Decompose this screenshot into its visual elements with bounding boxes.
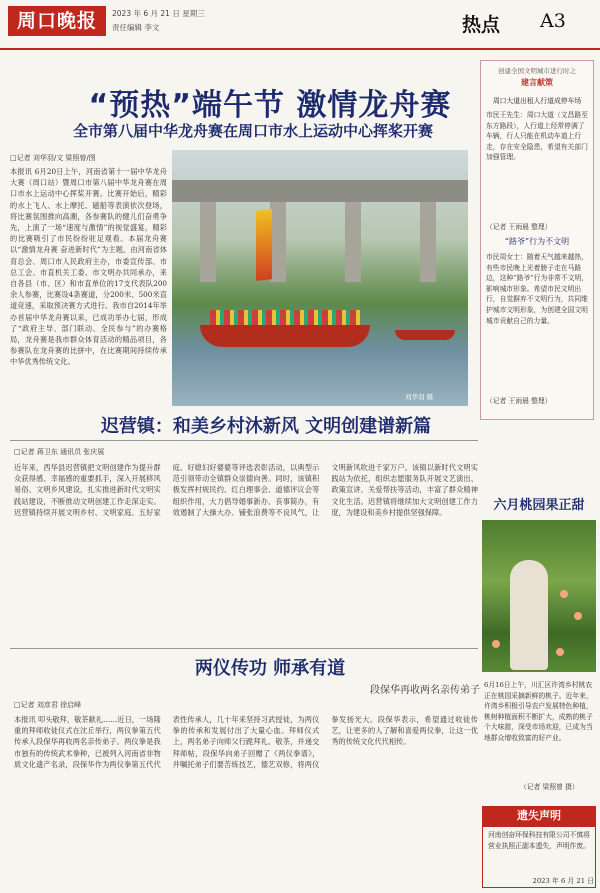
- bridge-pillar: [420, 202, 436, 282]
- sidebar-signature-1: （记者 王雨晨 整理）: [486, 223, 552, 231]
- divider: [10, 440, 478, 441]
- page-number: A3: [540, 10, 566, 32]
- article4-body: 6月16日上午，川汇区许湾乡村桃农正在桃园采摘新鲜的桃子。近年来，许湾乡积极引导农户发展特色种植，桃树种植面积不断扩大，成熟的桃子个大味甜，深受市场欢迎，已成为当地群众增收致富的好产业。: [484, 681, 593, 742]
- headline-article3-subtitle: 段保华再收两名亲传弟子: [370, 685, 480, 696]
- article2-body: 近年来，西华县迟营镇把文明创建作为提升群众获得感、幸福感的重要抓手，深入开展移风易俗、文明乡风建设，扎实推进新时代文明实践站建设，不断推动文明创建工作走深走实。迟营镇持续开展文明乡村、文明家庭、五好家庭、好媳妇好婆婆等评选表彰活动，以典型示范引领带动全镇群众崇德向善。同时，该镇积极发挥村规民约、红白理事会、道德评议会等组织作用，大力倡导婚事新办、丧事简办，有效遏制了大操大办、铺张浪费等不良风气，让文明新风吹进千家万户。该镇以新时代文明实践站为依托，组织志愿服务队开展文艺演出、政策宣讲、关爱帮扶等活动，丰富了群众精神文化生活。迟营镇将继续加大文明创建工作力度，为建设和美乡村提供坚强保障。: [14, 463, 478, 517]
- peach: [574, 612, 582, 620]
- notice-date: 2023 年 6 月 21 日: [532, 877, 594, 885]
- bridge-pillar: [200, 202, 216, 282]
- section-title: 热点: [462, 14, 501, 36]
- notice-body: 河南创奋环保科技有限公司不慎将营业执照正副本遗失，声明作废。: [488, 831, 590, 850]
- dragon-boat: [200, 325, 370, 347]
- peach: [560, 590, 568, 598]
- newspaper-logo: 周口晚报: [8, 6, 106, 36]
- article3-body: 本报讯 叩头敬拜，敬茶献礼……近日，一场隆重的拜师收徒仪式在沈丘举行，两仪拳第五代传承人段保华再收两名亲传弟子。两仪拳是我市独有的传统武术拳种，已被列入河南省非物质文化遗产名录，段保华作为两仪拳第五代代表性传承人，几十年来坚持习武授徒，为两仪拳的传承和发展付出了大量心血。拜师仪式上，两名弟子向师父行跪拜礼、敬茶，并递交拜师帖，段保华向弟子回赠了《两仪拳谱》，并嘱托弟子们要苦练技艺，德艺双修，将两仪拳发扬光大。段保华表示，希望通过收徒传艺，让更多的人了解和喜爱两仪拳，让这一优秀的传统文化代代相传。: [14, 715, 478, 769]
- sidebar-title-1: 周口大道出租人行道成停车场: [492, 97, 582, 105]
- sidebar-signature-2: （记者 王雨晨 整理）: [486, 397, 552, 405]
- bridge-shape: [172, 180, 468, 202]
- sidebar-series: 创建全国文明城市进行时之: [498, 67, 576, 75]
- article1-byline: □记者 刘华羽/文 梁照曾/图: [10, 154, 96, 162]
- farmer-figure: [510, 560, 548, 670]
- photo-credit: 刘华羽 摄: [405, 393, 434, 401]
- peach: [492, 640, 500, 648]
- sidebar-body-1: 市民王先生：周口大道（文昌路至东方路段），人行道上经常停满了车辆，行人只能在机动车道上行走，存在安全隐患，希望有关部门加强管理。: [486, 111, 588, 162]
- headline-article2: 迟营镇：和美乡村沐新风 文明创建谱新篇: [100, 416, 432, 437]
- article2-byline: □记者 蒋卫东 通讯员 张庆展: [14, 448, 105, 456]
- bridge-pillar: [270, 202, 286, 282]
- headline-main: “预热”端午节 激情龙舟赛: [88, 88, 452, 123]
- notice-title: 遗失声明: [482, 806, 596, 826]
- sidebar-title-2: “路爷”行为不文明: [504, 237, 570, 246]
- divider: [10, 648, 478, 649]
- dragon-flag: [256, 209, 272, 281]
- headline-main-subtitle: 全市第八届中华龙舟赛在周口市水上运动中心挥桨开赛: [72, 122, 433, 140]
- article4-signature: （记者 梁照曾 摄）: [520, 783, 579, 791]
- sidebar-column-name: 建言献策: [521, 78, 553, 87]
- headline-peach: 六月桃园果正甜: [493, 498, 585, 513]
- peach: [556, 648, 564, 656]
- issue-date: 2023 年 6 月 21 日 星期三: [112, 9, 205, 18]
- bridge-pillar: [345, 202, 361, 282]
- headline-article3: 两仪传功 师承有道: [194, 658, 346, 679]
- article1-body: 本报讯 6月20日上午，河南省第十一届中华龙舟大赛（周口站）暨周口市第八届中华龙舟赛在周口市水上运动中心挥桨开赛。比赛开始后，精彩的水上飞人、水上摩托、磁船等表演依次登场，将比赛氛围推向高潮，各参赛队的健儿们奋勇争先，上演了一场“速度与激情”的视觉盛宴，精彩的比赛吸引了市民纷纷驻足观看。本届龙舟赛以“激情龙舟赛 奋进新时代”为主题，由河南省体育总会、周口市人民政府主办，市委宣传部、市总工会、市直机关工委、市文明办共同承办，来自各县（市、区）和市直单位的17支代表队200余人参赛，比赛设4条赛道，分200米、500米直道竞速，采取预决赛方式进行。我市自2014年举办首届中华龙舟赛以来，已成功举办七届，形成了“政府主导、部门联动、全民参与”的办赛格局，龙舟赛是我市群众体育活动的精品项目，各参赛队在龙舟赛的比拼中，在比赛期间持续传承中华优秀传统文化。: [10, 167, 167, 367]
- responsible-editor: 责任编辑 李文: [112, 23, 160, 32]
- article3-byline: □记者 刘彦君 徐启峰: [14, 701, 82, 709]
- rowers: [210, 310, 360, 326]
- dragon-boat: [395, 330, 455, 340]
- sidebar-body-2: 市民周女士：随着天气越来越热，有些市民晚上光着膀子走在马路边，这种“路爷”行为非常不文明，影响城市形象。希望市民文明出行，自觉摒弃不文明行为，共同维护城市文明形象，为创建全国文明城市贡献自己的力量。: [486, 253, 589, 325]
